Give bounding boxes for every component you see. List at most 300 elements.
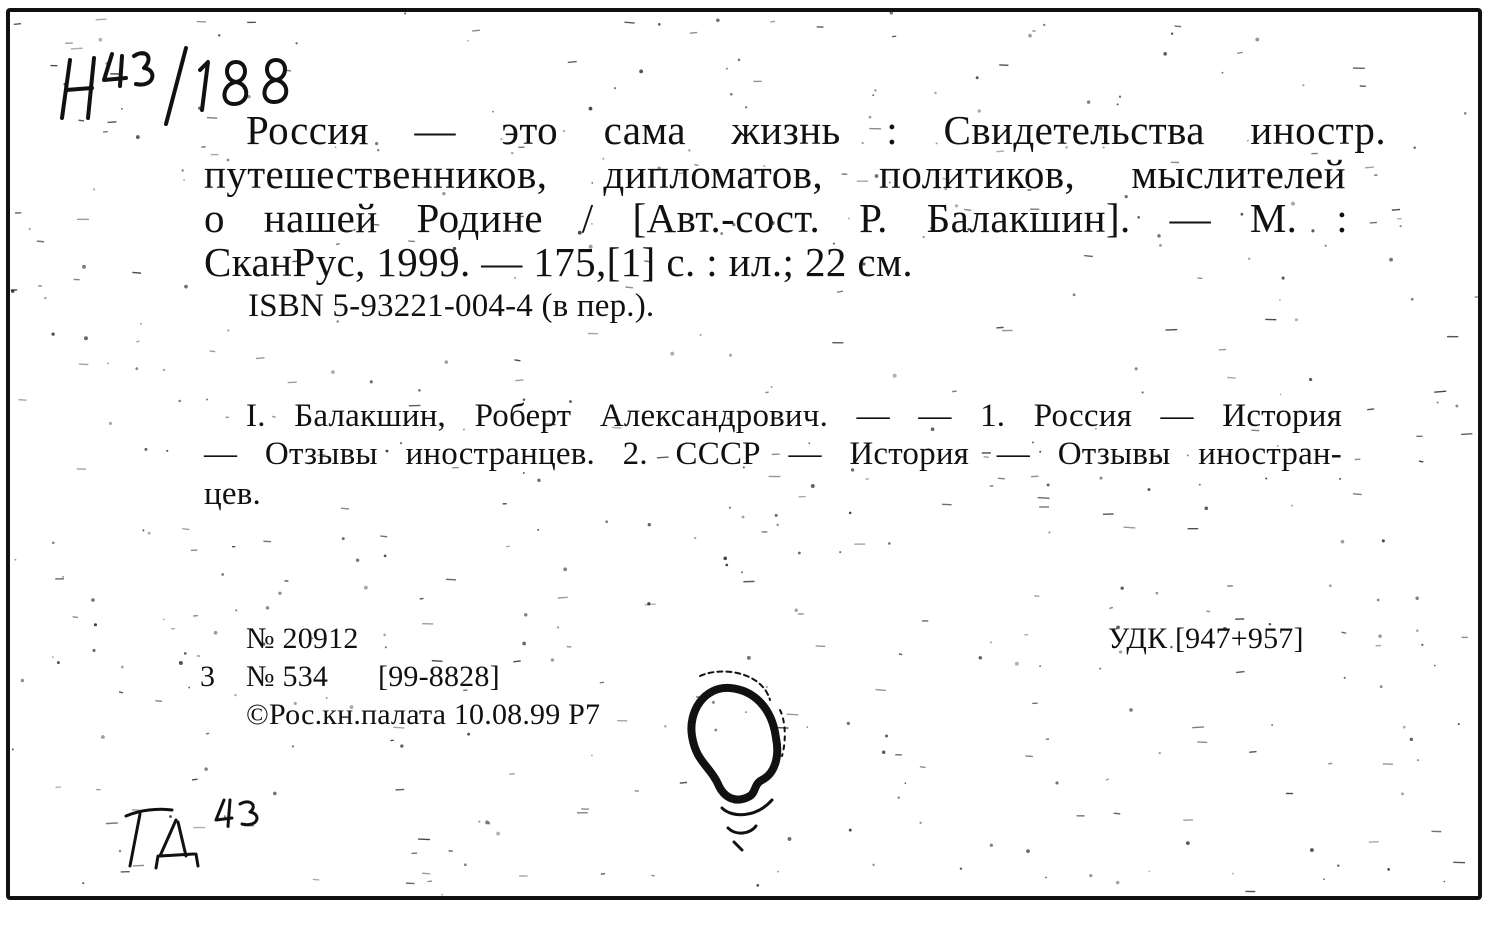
speckle-dot xyxy=(509,774,515,775)
speckle-dot xyxy=(522,642,526,646)
speckle-dot xyxy=(278,592,281,595)
speckle-dot xyxy=(384,555,387,558)
speckle-dot xyxy=(467,733,470,736)
speckle-dot xyxy=(478,820,480,822)
speckle-dot xyxy=(1434,665,1436,667)
speckle-dot xyxy=(1271,724,1273,726)
speckle-dot xyxy=(142,529,144,531)
speckle-dot xyxy=(422,873,430,874)
speckle-dot xyxy=(837,291,843,292)
speckle-dot xyxy=(614,87,616,89)
speckle-dot xyxy=(1295,318,1298,321)
speckle-dot xyxy=(55,787,61,788)
speckle-dot xyxy=(182,169,184,171)
speckle-dot xyxy=(990,641,992,643)
speckle-dot xyxy=(234,694,236,696)
title-word: : xyxy=(1336,195,1348,241)
speckle-dot xyxy=(163,369,166,372)
speckle-dot xyxy=(1119,96,1121,98)
speckle-dot xyxy=(1166,330,1178,331)
title-word: Родине xyxy=(416,195,543,241)
title-word: — xyxy=(1169,195,1211,241)
copyright-line: ©Рос.кн.палата 10.08.99 Р7 xyxy=(246,698,601,731)
speckle-dot xyxy=(206,399,208,401)
order-code: [99-8828] xyxy=(378,660,500,693)
speckle-dot xyxy=(313,879,319,880)
speckle-dot xyxy=(557,626,559,628)
tracing-word: — xyxy=(788,436,822,472)
title-line-3 xyxy=(204,194,1348,242)
speckle-dot xyxy=(1265,477,1267,479)
speckle-dot xyxy=(730,93,733,96)
speckle-dot xyxy=(1159,752,1161,754)
speckle-dot xyxy=(1383,764,1393,765)
speckle-dot xyxy=(1084,256,1093,257)
speckle-dot xyxy=(400,744,403,747)
speckle-dot xyxy=(1344,677,1346,679)
tracing-word: иностранцев. xyxy=(405,436,595,472)
speckle-dot xyxy=(647,602,650,605)
speckle-dot xyxy=(664,725,667,728)
speckle-dot xyxy=(44,297,46,299)
speckle-dot xyxy=(1367,409,1374,410)
speckle-dot xyxy=(148,532,151,535)
speckle-dot xyxy=(919,822,921,824)
tracing-word: 1. xyxy=(980,398,1006,434)
speckle-dot xyxy=(694,537,696,539)
speckle-dot xyxy=(1031,476,1038,477)
speckle-dot xyxy=(84,336,88,340)
speckle-dot xyxy=(756,884,759,887)
speckle-dot xyxy=(178,400,180,402)
title-line-1 xyxy=(246,106,1386,154)
speckle-dot xyxy=(210,351,215,352)
tracings-line-1 xyxy=(246,398,1342,435)
speckle-dot xyxy=(567,646,572,647)
speckle-dot xyxy=(1124,527,1136,528)
speckle-dot xyxy=(651,875,654,876)
speckle-dot xyxy=(1419,461,1423,462)
speckle-dot xyxy=(467,40,469,42)
speckle-dot xyxy=(591,754,593,756)
speckle-dot xyxy=(1329,584,1332,587)
order-number: № 534 xyxy=(246,660,329,693)
udc-index: УДК [947+957] xyxy=(1108,622,1304,655)
speckle-dot xyxy=(1341,540,1345,544)
speckle-dot xyxy=(885,734,888,737)
speckle-dot xyxy=(776,524,779,527)
tracing-word: История xyxy=(1222,398,1342,434)
title-word: это xyxy=(501,107,559,153)
speckle-dot xyxy=(1461,434,1472,435)
tracing-word: Роберт xyxy=(474,398,572,434)
speckle-dot xyxy=(1048,531,1050,533)
speckle-dot xyxy=(893,374,897,378)
speckle-dot xyxy=(670,352,674,356)
speckle-dot xyxy=(1045,877,1047,879)
speckle-dot xyxy=(976,76,979,79)
speckle-dot xyxy=(109,422,112,425)
speckle-dot xyxy=(96,19,107,20)
speckle-dot xyxy=(341,508,349,509)
speckle-dot xyxy=(1106,779,1109,780)
speckle-dot xyxy=(82,265,86,269)
speckle-dot xyxy=(1043,24,1045,26)
speckle-dot xyxy=(1199,484,1201,486)
speckle-dot xyxy=(979,656,982,659)
speckle-dot xyxy=(135,367,138,370)
speckle-dot xyxy=(1236,672,1244,673)
speckle-dot xyxy=(558,597,568,598)
speckle-dot xyxy=(934,92,937,95)
speckle-dot xyxy=(1087,100,1091,104)
speckle-dot xyxy=(227,329,229,331)
copy-count: 3 xyxy=(200,660,216,693)
speckle-dot xyxy=(1248,258,1250,260)
speckle-dot xyxy=(1378,634,1381,637)
title-word: политиков, xyxy=(879,151,1076,197)
speckle-dot xyxy=(292,745,294,747)
title-word: о xyxy=(204,195,225,241)
speckle-dot xyxy=(1255,38,1259,42)
speckle-dot xyxy=(1339,478,1341,480)
speckle-dot xyxy=(14,24,21,25)
speckle-dot xyxy=(57,661,60,664)
tracing-word: 2. xyxy=(622,436,648,472)
isbn-line: ISBN 5-93221-004-4 (в пер.). xyxy=(248,288,655,324)
title-word: нашей xyxy=(263,195,378,241)
speckle-dot xyxy=(29,228,31,230)
speckle-dot xyxy=(1015,662,1019,666)
speckle-dot xyxy=(1415,597,1418,600)
speckle-dot xyxy=(537,529,539,531)
speckle-dot xyxy=(472,30,480,31)
tracing-word: Отзывы xyxy=(1057,436,1171,472)
speckle-dot xyxy=(1421,644,1423,646)
speckle-dot xyxy=(1280,394,1282,396)
speckle-dot xyxy=(182,529,189,530)
speckle-dot xyxy=(1163,52,1167,56)
speckle-dot xyxy=(163,619,165,621)
speckle-dot xyxy=(103,132,108,133)
title-word: Россия xyxy=(246,107,369,153)
speckle-dot xyxy=(725,564,728,567)
speckle-dot xyxy=(91,598,95,602)
speckle-dot xyxy=(775,514,778,517)
speckle-dot xyxy=(235,609,237,611)
speckle-dot xyxy=(62,576,64,578)
speckle-dot xyxy=(1025,756,1032,757)
speckle-dot xyxy=(1116,881,1119,884)
speckle-dot xyxy=(726,68,728,70)
speckle-dot xyxy=(266,606,270,610)
speckle-dot xyxy=(770,21,775,22)
tracing-word: Балакшин, xyxy=(294,398,447,434)
speckle-dot xyxy=(990,844,993,847)
tracing-word: иностран- xyxy=(1198,436,1342,472)
speckle-dot xyxy=(765,392,768,393)
speckle-dot xyxy=(1380,685,1383,688)
speckle-dot xyxy=(513,661,520,662)
speckle-dot xyxy=(21,679,24,682)
title-word: М. xyxy=(1249,195,1298,241)
title-word: путешественников, xyxy=(204,151,548,197)
speckle-dot xyxy=(183,179,185,181)
speckle-dot xyxy=(1302,84,1304,86)
library-ink-stamp xyxy=(670,662,800,862)
title-word: Свидетельства xyxy=(943,107,1205,153)
speckle-dot xyxy=(201,147,205,148)
speckle-dot xyxy=(1171,33,1173,35)
tracing-word: История xyxy=(849,436,970,472)
speckle-dot xyxy=(849,512,852,515)
speckle-dot xyxy=(1389,258,1393,262)
speckle-dot xyxy=(1282,277,1285,280)
speckle-dot xyxy=(537,479,540,482)
speckle-dot xyxy=(1323,878,1325,880)
tracing-word: Отзывы xyxy=(264,436,378,472)
speckle-dot xyxy=(1109,607,1112,608)
speckle-dot xyxy=(920,767,926,768)
speckle-dot xyxy=(1417,759,1419,761)
speckle-dot xyxy=(52,541,55,544)
title-word: Балакшин]. xyxy=(926,195,1131,241)
speckle-dot xyxy=(1039,665,1041,667)
speckle-dot xyxy=(1458,723,1460,725)
speckle-dot xyxy=(1416,629,1419,632)
catalog-card xyxy=(6,8,1482,900)
speckle-dot xyxy=(839,551,841,553)
speckle-dot xyxy=(121,666,124,669)
speckle-dot xyxy=(136,135,140,139)
speckle-dot xyxy=(1365,167,1374,168)
speckle-dot xyxy=(1219,349,1226,350)
speckle-dot xyxy=(1222,72,1224,74)
speckle-dot xyxy=(192,779,198,780)
speckle-dot xyxy=(798,552,801,555)
speckle-dot xyxy=(1129,708,1133,712)
speckle-dot xyxy=(1403,726,1406,729)
speckle-dot xyxy=(1237,52,1243,53)
speckle-dot xyxy=(256,358,265,359)
speckle-dot xyxy=(1089,874,1092,877)
speckle-dot xyxy=(729,507,731,509)
speckle-dot xyxy=(1410,738,1413,741)
speckle-dot xyxy=(1437,401,1439,403)
speckle-dot xyxy=(960,868,962,870)
speckle-dot xyxy=(600,682,604,683)
speckle-dot xyxy=(700,334,702,336)
speckle-dot xyxy=(488,822,491,825)
speckle-dot xyxy=(1155,592,1158,595)
speckle-dot xyxy=(1392,209,1400,210)
speckle-dot xyxy=(1034,596,1039,597)
speckle-dot xyxy=(690,32,697,33)
speckle-dot xyxy=(1434,391,1446,392)
speckle-dot xyxy=(1309,378,1312,381)
speckle-dot xyxy=(1038,498,1050,499)
title-word: сама xyxy=(603,107,686,153)
tracing-word: — xyxy=(1160,398,1194,434)
speckle-dot xyxy=(342,537,345,540)
tracing-word: СССР xyxy=(675,436,761,472)
speckle-dot xyxy=(1028,34,1032,38)
speckle-dot xyxy=(1148,488,1151,491)
speckle-dot xyxy=(94,623,97,626)
speckle-dot xyxy=(1443,881,1445,883)
speckle-dot xyxy=(1411,298,1414,301)
speckle-dot xyxy=(723,557,727,561)
tracing-word: Александрович. xyxy=(599,398,829,434)
speckle-dot xyxy=(107,363,109,365)
title-line-2 xyxy=(204,150,1346,198)
speckle-dot xyxy=(658,23,661,26)
speckle-dot xyxy=(1186,841,1190,845)
speckle-dot xyxy=(364,586,368,590)
speckle-dot xyxy=(136,341,139,342)
speckle-dot xyxy=(648,523,651,526)
speckle-dot xyxy=(872,864,874,866)
speckle-dot xyxy=(1174,26,1181,27)
speckle-dot xyxy=(1192,727,1204,728)
speckle-dot xyxy=(331,370,335,374)
speckle-dot xyxy=(119,692,123,693)
speckle-dot xyxy=(1387,868,1390,871)
title-word: : xyxy=(886,107,898,153)
speckle-dot xyxy=(1377,599,1380,602)
speckle-dot xyxy=(875,690,885,691)
tracing-word: I. xyxy=(246,398,266,434)
speckle-dot xyxy=(890,12,893,15)
speckle-dot xyxy=(427,881,431,882)
speckle-dot xyxy=(1026,849,1030,853)
title-word: иностр. xyxy=(1250,107,1386,153)
speckle-dot xyxy=(742,516,745,519)
speckle-dot xyxy=(1382,539,1385,542)
speckle-dot xyxy=(515,380,523,381)
speckle-dot xyxy=(899,654,902,655)
title-word: дипломатов, xyxy=(603,151,824,197)
speckle-dot xyxy=(441,894,443,896)
speckle-dot xyxy=(741,571,743,573)
handwritten-reviewer-mark xyxy=(120,794,280,874)
speckle-dot xyxy=(1073,293,1076,296)
speckle-dot xyxy=(514,360,520,361)
speckle-dot xyxy=(140,323,142,325)
speckle-dot xyxy=(1325,245,1327,247)
speckle-dot xyxy=(1232,873,1234,875)
title-word: мыслителей xyxy=(1131,151,1346,197)
speckle-dot xyxy=(155,701,162,702)
speckle-dot xyxy=(847,722,850,725)
speckle-dot xyxy=(420,598,424,599)
speckle-dot xyxy=(370,380,373,383)
tracings-line-3: цев. xyxy=(204,476,261,512)
speckle-dot xyxy=(1414,147,1416,149)
tracing-word: — xyxy=(996,436,1030,472)
speckle-dot xyxy=(1249,752,1256,753)
speckle-dot xyxy=(1120,586,1123,589)
speckle-dot xyxy=(568,62,577,63)
speckle-dot xyxy=(1227,377,1236,378)
speckle-dot xyxy=(806,726,808,728)
speckle-dot xyxy=(1055,781,1058,784)
speckle-dot xyxy=(1353,494,1362,495)
speckle-dot xyxy=(15,559,17,561)
speckle-dot xyxy=(1204,507,1208,511)
speckle-dot xyxy=(551,658,554,661)
speckle-dot xyxy=(795,609,798,612)
speckle-dot xyxy=(1464,112,1467,115)
speckle-dot xyxy=(218,34,220,36)
speckle-dot xyxy=(380,536,387,537)
speckle-dot xyxy=(729,354,732,357)
speckle-dot xyxy=(624,22,634,23)
speckle-dot xyxy=(214,631,218,635)
speckle-dot xyxy=(563,567,567,571)
tracing-word: Россия xyxy=(1033,398,1132,434)
speckle-dot xyxy=(888,542,891,545)
tracing-word: — xyxy=(204,436,238,472)
speckle-dot xyxy=(385,646,387,648)
speckle-dot xyxy=(1099,477,1102,480)
speckle-dot xyxy=(404,12,406,14)
speckle-dot xyxy=(605,520,608,523)
speckle-dot xyxy=(1047,483,1050,486)
speckle-dot xyxy=(849,829,852,832)
title-word: / xyxy=(581,195,594,241)
speckle-dot xyxy=(1341,632,1346,633)
speckle-dot xyxy=(445,360,448,363)
speckle-dot xyxy=(905,782,907,784)
speckle-dot xyxy=(221,573,224,576)
speckle-dot xyxy=(496,832,500,836)
tracing-word: — xyxy=(918,398,952,434)
speckle-dot xyxy=(1142,391,1144,393)
speckle-dot xyxy=(356,559,359,562)
speckle-dot xyxy=(771,386,773,388)
speckle-dot xyxy=(18,400,26,401)
speckle-dot xyxy=(1400,225,1402,227)
imprint-line: СканРус, 1999. — 175,[1] с. : ил.; 22 см. xyxy=(204,239,914,285)
title-word: [Авт.-сост. xyxy=(632,195,821,241)
speckle-dot xyxy=(1135,367,1138,370)
title-word: — xyxy=(414,107,456,153)
speckle-dot xyxy=(52,656,54,658)
speckle-dot xyxy=(1197,742,1207,743)
speckle-dot xyxy=(1099,668,1101,670)
speckle-dot xyxy=(144,448,147,451)
speckle-dot xyxy=(1279,299,1281,301)
speckle-dot xyxy=(1337,864,1340,867)
speckle-dot xyxy=(396,789,405,790)
speckle-dot xyxy=(601,874,605,875)
speckle-dot xyxy=(184,285,188,289)
speckle-dot xyxy=(1310,848,1314,852)
speckle-dot xyxy=(37,241,44,242)
title-word: жизнь xyxy=(731,107,841,153)
speckle-dot xyxy=(1291,505,1293,507)
speckle-dot xyxy=(1455,405,1458,408)
speckle-dot xyxy=(872,94,874,96)
speckle-dot xyxy=(179,661,183,665)
speckle-dot xyxy=(874,89,876,91)
speckle-dot xyxy=(738,59,741,62)
tracing-word: — xyxy=(856,398,890,434)
speckle-dot xyxy=(1370,222,1377,223)
speckle-dot xyxy=(51,332,54,335)
speckle-dot xyxy=(82,882,84,884)
